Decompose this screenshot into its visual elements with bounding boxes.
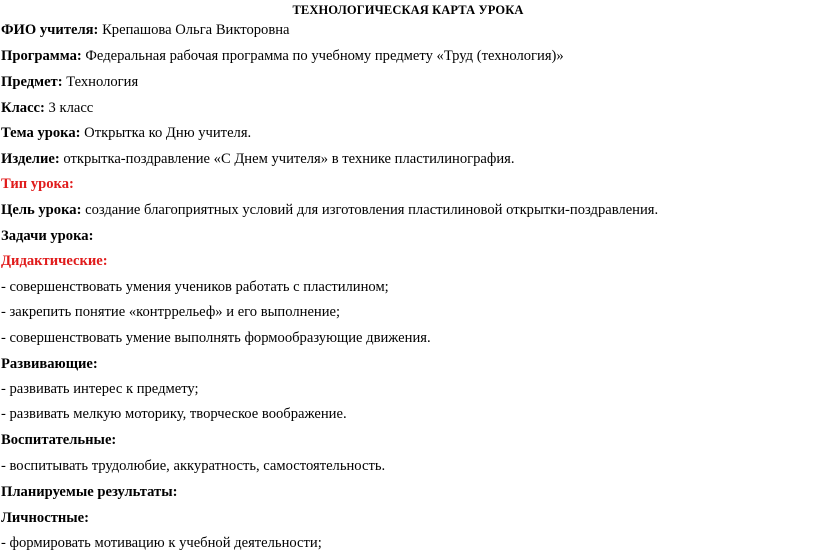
grade-label: Класс: <box>1 100 45 116</box>
goal-label: Цель урока: <box>1 202 82 218</box>
grade-line <box>1 99 93 117</box>
grade-value: 3 класс <box>44 100 94 116</box>
product-line <box>1 150 515 168</box>
goal-line <box>1 201 658 219</box>
didactic-item: - совершенствовать умение выполнять формообразующие движения. <box>1 330 431 346</box>
developing-item: - развивать мелкую моторику, творческое воображение. <box>1 406 347 422</box>
product-label: Изделие: <box>1 151 60 167</box>
didactic-item: - совершенствовать умения учеников работать с пластилином; <box>1 279 389 295</box>
product-value: открытка-поздравление «С Днем учителя» в технике пластилинография. <box>59 151 515 167</box>
topic-line <box>1 124 251 142</box>
goal-value: создание благоприятных условий для изготовления пластилиновой открытки-поздравления. <box>81 202 659 218</box>
developing-item: - развивать интерес к предмету; <box>1 381 199 397</box>
program-label: Программа: <box>1 48 82 64</box>
program-value: Федеральная рабочая программа по учебному предмету «Труд (технология)» <box>81 48 564 64</box>
educational-heading: Воспитательные: <box>1 432 117 448</box>
tasks-heading: Задачи урока: <box>1 228 94 244</box>
teacher-line <box>1 21 290 39</box>
results-heading: Планируемые результаты: <box>1 484 178 500</box>
subject-value: Технология <box>62 74 139 90</box>
subject-label: Предмет: <box>1 74 63 90</box>
subject-line <box>1 73 138 91</box>
document-title: ТЕХНОЛОГИЧЕСКАЯ КАРТА УРОКА <box>292 3 524 17</box>
program-line <box>1 47 564 65</box>
didactic-item: - закрепить понятие «контррельеф» и его выполнение; <box>1 304 341 320</box>
personal-item: - формировать мотивацию к учебной деятельности; <box>1 535 322 551</box>
teacher-value: Крепашова Ольга Викторовна <box>98 22 290 38</box>
didactic-heading: Дидактические: <box>1 253 108 269</box>
personal-heading: Личностные: <box>1 510 90 526</box>
developing-heading: Развивающие: <box>1 356 98 372</box>
lesson-type-label: Тип урока: <box>1 176 74 192</box>
topic-value: Открытка ко Дню учителя. <box>80 125 252 141</box>
teacher-label: ФИО учителя: <box>1 22 99 38</box>
topic-label: Тема урока: <box>1 125 81 141</box>
educational-item: - воспитывать трудолюбие, аккуратность, самостоятельность. <box>1 458 386 474</box>
